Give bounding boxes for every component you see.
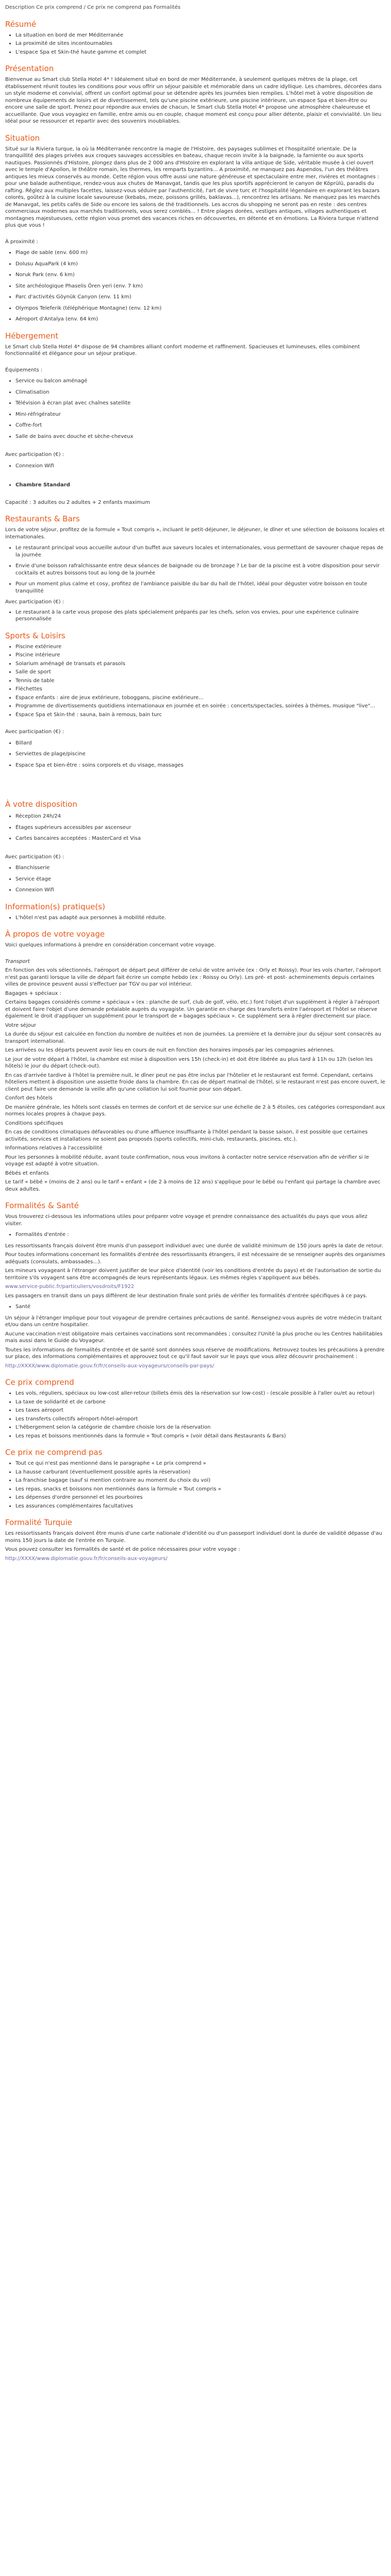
list-item: • Le restaurant principal vous accueille autour d'un buffet aux saveurs locales et internationales, vous permettant de savourer chaque repas de la journée xyxy=(15,545,386,558)
confort-title: Confort des hôtels xyxy=(5,1095,53,1101)
list-item: • Le restaurant à la carte vous propose des plats spécialement préparés par les chefs, selon vos envies, pour une expérience culinaire personnalisée xyxy=(15,609,386,623)
paid-intro: Avec participation (€) : xyxy=(5,599,64,605)
list-item: • La taxe de solidarité et de carbone xyxy=(15,1399,386,1406)
formalites-intro: Vous trouverez ci-dessous les informations utiles pour préparer votre voyage et prendre connaissance des actualités du pays que vous allez visiter. xyxy=(5,1214,368,1227)
section-title-hebergement: Hébergement xyxy=(5,331,59,341)
transport-text: En fonction des vols sélectionnés, l'aéroport de départ peut différer de celui de votre arrivée (ex : Orly et Roissy). Pour les vols charter, l'aéroport n'est pas garanti lorsque la ville de départ fait écrire un compte hebdo (ex : Roissy ou Orly). Les pré- et post- acheminements depuis certaines villes de province peuvent aussi s'effectuer par TGV ou par vol intérieur. xyxy=(5,968,381,987)
bebes-title: Bébés et enfants xyxy=(5,1170,49,1176)
list-item: • Les dépenses d'ordre personnel et les pourboires xyxy=(15,1494,386,1501)
sante-list xyxy=(5,1303,386,1311)
formalites-p2: Pour toutes informations concernant les formalités d'entrée des ressortissants étrangers, il est nécessaire de se renseigner auprès des organismes adéquats (consulats, ambassades...). xyxy=(5,1252,385,1265)
list-item: • Dolusu AquaPark (4 km) xyxy=(15,261,386,268)
list-item: • Télévision à écran plat avec chaînes satellite xyxy=(15,400,386,407)
list-item: • Connexion Wifi xyxy=(15,463,386,470)
section-title-formalites: Formalités & Santé xyxy=(5,1201,79,1210)
list-item: • Solarium aménagé de transats et parasols xyxy=(15,660,386,668)
equip-list xyxy=(5,378,386,440)
situation-text: Situé sur la Riviera turque, la où la Méditerranée rencontre la magie de l'Histoire, des paysages sublimes et l'hospitalité orientale. De la tranquillité des plages privées aux croques sauvages accessibles en bateau, chaque recoin invite à la baignade, la farniente ou aux sports nautiques. Passionnés d'Histoire, plongez dans plus de 2 000 ans d'Histoire en explorant la villa antique de Side, véritable musée à ciel ouvert avec le temple d'Apollon, le théâtre romain, les thermes, les remparts byzantins... A proximité, ne manquez pas Aspendos, l'un des théâtres antiques les mieux conservés au monde. Cette région vous offre aussi une nature généreuse et spectaculaire entre mer, rivières et montagnes : pour une balade authentique, rendez-vous aux chutes de Manavgat, tandis que les plus sportifs apprécieront le canyon de Köprülü, paradis du rafting. Rêglez aux multiples facettes, laissez-vous séduire par l'authenticité, l'art de vivre turc et l'hospitalité légendaire en explorant les bazars colorés, goûtez à la cuisine locale savoureuse (kebabs, meze, poissons grillés, baklavas...), rencontrez les artisans. Ne manquez pas les marchés de Manavgat, les petits cafés de Side ou encore les salons de thé traditionnels. Les accros du shopping ne seront pas en reste : des centres commerciaux modernes aux marchés traditionnels, vous serez comblés... ! Entre plages dorées, vestiges antiques, villages authentiques et montagnes majestueuses, cette région vous promet des vacances riches en découvertes, en détente et en émotions. La Riviera turque n'attend plus que vous ! xyxy=(5,146,380,228)
list-item: • Espace Spa et bien-être : soins corporels et du visage, massages xyxy=(15,762,386,769)
chambres-text: Le jour de votre départ à l'hôtel, la chambre est mise à disposition vers 15h (check-in) et doit être libérée au plus tard à 11h ou 12h (selon les hôtels) le jour du départ (check-out). xyxy=(5,1056,373,1069)
mobilite-text: Pour les personnes à mobilité réduite, avant toute confirmation, nous vous invitons à contacter notre service réservation afin de vérifier si le voyage est adapté à votre situation. xyxy=(5,1154,369,1167)
list-item: • La hausse carburant (éventuellement possible après la réservation) xyxy=(15,1469,386,1476)
conditions-title: Conditions spécifiques xyxy=(5,1120,63,1126)
formalites-list xyxy=(5,1231,386,1239)
section-title-restaurants: Restaurants & Bars xyxy=(5,514,80,523)
list-item: • Les vols, réguliers, spéciaux ou low-cost aller-retour (billets émis dès la réservation sur low-cost) - (escale possible à l'aller ou/et au retour) xyxy=(15,1390,386,1397)
list-item: • Réception 24h/24 xyxy=(15,813,386,820)
sante-link[interactable]: http://XXXX/www.diplomatie.gouv.fr/fr/conseils-aux-voyageurs/conseils-par-pays/ xyxy=(5,1363,214,1369)
section-title-presentation: Présentation xyxy=(5,64,54,73)
list-item: • L'hôtel n'est pas adapté aux personnes à mobilité réduite. xyxy=(15,914,386,922)
list-item: • Formalités d'entrée : xyxy=(15,1231,386,1239)
list-item: • Programme de divertissements quotidiens internationaux en journée et en soirée : concerts/spectacles, soirées à thèmes, musique "live"... xyxy=(15,703,386,710)
section-title-resume: Résumé xyxy=(5,19,37,29)
list-item: • Billard xyxy=(15,740,386,747)
list-item: • Les repas et boissons mentionnés dans la formule « Tout compris » (voir détail dans Restaurants & Bars) xyxy=(15,1433,386,1440)
hebergement-text: Le Smart club Stella Hotel 4* dispose de 94 chambres alliant confort moderne et raffinement. Spacieuses et lumineuses, elles combinent fonctionnalité et élégance pour un séjour pratique. xyxy=(5,344,360,357)
paid-list xyxy=(5,609,386,623)
section-title-ne-comprend: Ce prix ne comprend pas xyxy=(5,1448,103,1457)
paid-list xyxy=(5,463,386,470)
turquie-link[interactable]: http://XXXX/www.diplomatie.gouv.fr/fr/conseils-aux-voyageurs/ xyxy=(5,1555,168,1562)
bebes-text: Le tarif « bébé » (moins de 2 ans) ou le tarif « enfant » (de 2 à moins de 12 ans) s'applique pour le bébé ou l'enfant qui partage la chambre avec deux adultes. xyxy=(5,1179,381,1192)
restaurants-intro: Lors de votre séjour, profitez de la formule « Tout compris », incluant le petit-déjeuner, le déjeuner, le dîner et une sélection de boissons locales et internationales. xyxy=(5,527,385,540)
list-item: • L'espace Spa et Skin-thé haute gamme et complet xyxy=(15,49,386,56)
formalites-p1: Les ressortissants français doivent être munis d'un passeport individuel avec une durée de validité minimum de 150 jours après la date de retour. xyxy=(5,1243,383,1249)
list-item: • Les repas, snacks et boissons non mentionnés dans la formule « Tout compris » xyxy=(15,1486,386,1493)
formalites-p5: Les passagers en transit dans un pays différent de leur destination finale sont priés de vérifier les formalités d'entrée spécifiques à ce pays. xyxy=(5,1293,368,1299)
paid-intro: Avec participation (€) : xyxy=(5,854,64,860)
confort-text: De manière générale, les hôtels sont classés en termes de confort et de service sur une échelle de 2 à 5 étoiles, ces catégories correspondant aux normes locales propres à chaque pays. xyxy=(5,1104,385,1117)
sante-s3: Toutes les informations de formalités d'entrée et de santé sont données sous réserve de modifications. Retrouvez toutes les précautions à prendre sur place, des informations complémentaires et approuvez tout ce qu'il faut savoir sur le pays que vous allez découvrir prochainement : xyxy=(5,1347,385,1360)
section-title-sports: Sports & Loisirs xyxy=(5,631,66,640)
ne-comprend-list xyxy=(5,1460,386,1510)
equip-intro: Équipements : xyxy=(5,367,43,373)
list-item: • Salle de sport xyxy=(15,669,386,676)
list-item: • Coffre-fort xyxy=(15,422,386,429)
resume-list xyxy=(5,32,386,56)
sante-s2: Aucune vaccination n'est obligatoire mais certaines vaccinations sont recommandées ; consultez l'Unité la plus proche ou les Centres habilitables mais aussi dans le Guide du Voyageur. xyxy=(5,1331,383,1344)
list-item: • Service ou balcon aménagé xyxy=(15,378,386,385)
list-item: • Fléchettes xyxy=(15,686,386,693)
nearby-list xyxy=(5,249,386,323)
arrivee-text: Les arrivées ou les départs peuvent avoir lieu en cours de nuit en fonction des horaires imposés par les compagnies aériennes. xyxy=(5,1047,335,1053)
list-item: • L'hébergement selon la catégorie de chambre choisie lors de la réservation xyxy=(15,1424,386,1431)
list-item: • La proximité de sites incontournables xyxy=(15,40,386,47)
list-item: • Espace Spa et Skin-thé : sauna, bain à remous, bain turc xyxy=(15,711,386,719)
list-item: • Les transferts collectifs aéroport-hôtel-aéroport xyxy=(15,1416,386,1423)
paid-list xyxy=(5,740,386,769)
list-item: • Blanchisserie xyxy=(15,865,386,872)
list-item: • Santé xyxy=(15,1303,386,1311)
sejour-text: La durée du séjour est calculée en fonction du nombre de nuitées et non de journées. La première et la dernière jour du séjour sont consacrés au transport international. xyxy=(5,1031,381,1044)
list-item: • La situation en bord de mer Méditerranée xyxy=(15,32,386,39)
section-title-service: À votre disposition xyxy=(5,800,77,809)
section-title-apropos: À propos de votre voyage xyxy=(5,929,105,939)
list-item: • Les taxes aéroport xyxy=(15,1407,386,1414)
turquie-p1: Les ressortissants français doivent être munis d'une carte nationale d'identité ou d'un passeport individuel dont la durée de validité dépasse d'au moins 150 jours la date de l'entrée en Turquie. xyxy=(5,1531,382,1544)
list-item: • Site archéologique Phaselis Ören yeri (env. 7 km) xyxy=(15,283,386,290)
list-item: • La franchise bagage (sauf si mention contraire au moment du choix du vol) xyxy=(15,1477,386,1484)
list-item: • Tout ce qui n'est pas mentionné dans le paragraphe « Le prix comprend » xyxy=(15,1460,386,1467)
list-item: • Salle de bains avec douche et sèche-cheveux xyxy=(15,433,386,440)
sante-s1: Un séjour à l'étranger implique pour tout voyageur de prendre certaines précautions de santé. Renseignez-vous auprès de votre médecin traitant et/ou dans un centre hospitalier. xyxy=(5,1315,382,1328)
section-title-situation: Situation xyxy=(5,133,40,143)
info-list xyxy=(5,914,386,922)
turquie-p2: Vous pouvez consulter les formalités de santé et de police nécessaires pour votre voyage : xyxy=(5,1547,240,1552)
list-item: • Cartes bancaires acceptées : MasterCard et Visa xyxy=(15,835,386,842)
presentation-text: Bienvenue au Smart club Stella Hotel 4* ! Idéalement situé en bord de mer Méditerranée, à seulement quelques mètres de la plage, cet établissement réunit toutes les conditions pour vous offrir un séjour paisible et mémorable dans un cadre idyllique. Les chambres, décorées dans un style moderne et convivial, offrent un confort optimal pour se détendre après les journées bien remplies. L'hôtel met à votre disposition de nombreux équipements de loisirs et de divertissement, tels qu'une piscine extérieure, une piscine intérieure, un espace Spa et bien-être ou encore une salle de sport. Prenez pour répondre aux envies de chacun, le Smart club Stella Hotel 4* propose une atmosphère chaleureuse et accueillante. Que vous voyagiez en famille, entre amis ou en couple, chaque moment est conçu pour allier détente, plaisir et convivialité. Un lieu idéal pour se ressourcer et repartir avec des souvenirs inoubliables. xyxy=(5,77,382,124)
sports-list xyxy=(5,643,386,719)
section-title-turquie: Formalité Turquie xyxy=(5,1518,72,1527)
restaurants-list xyxy=(5,545,386,595)
list-item: • Plage de sable (env. 600 m) xyxy=(15,249,386,257)
list-item: • Étages supérieurs accessibles par ascenseur xyxy=(15,824,386,832)
list-item: • Olympos Teleferik (téléphérique Montagne) (env. 12 km) xyxy=(15,305,386,312)
list-item: • Mini-réfrigérateur xyxy=(15,411,386,418)
apropos-text: Voici quelques informations à prendre en considération concernant votre voyage. xyxy=(5,942,216,948)
list-item: • Climatisation xyxy=(15,389,386,396)
list-item: • Service étage xyxy=(15,876,386,883)
room-capacity: Capacité : 3 adultes ou 2 adultes + 2 enfants maximum xyxy=(5,499,150,505)
list-item: • Espace enfants : aire de jeux extérieure, toboggans, piscine extérieure... xyxy=(15,694,386,702)
bagages-title: Bagages + spéciaux : xyxy=(5,990,61,996)
list-item: • Aéroport d'Antalya (env. 64 km) xyxy=(15,316,386,323)
list-item: • Envie d'une boisson rafraîchissante entre deux séances de baignade ou de bronzage ? Le bar de la piscine est à votre disposition pour servir cocktails et autres boissons tout au long de la journée xyxy=(15,563,386,577)
list-item: • Les assurances complémentaires facultatives xyxy=(15,1503,386,1510)
room-type-list xyxy=(5,482,386,489)
sejour-title: Votre séjour xyxy=(5,1022,37,1028)
service-list xyxy=(5,813,386,842)
nearby-intro: À proximité : xyxy=(5,239,38,245)
list-item: • Serviettes de plage/piscine xyxy=(15,751,386,758)
paid-list xyxy=(5,865,386,894)
tabs-header: Description Ce prix comprend / Ce prix ne comprend pas Formalités xyxy=(5,5,181,10)
list-item: • Piscine extérieure xyxy=(15,643,386,651)
conditions-text: En cas de conditions climatiques défavorables ou d'une affluence insuffisante à l'hôtel pendant la basse saison, il est possible que certaines activités, services et installations ne soient pas proposés (sports collectifs, mini-club, restaurants, piscines, etc.). xyxy=(5,1129,368,1142)
section-title-info: Information(s) pratique(s) xyxy=(5,902,105,911)
list-item: • Noruk Park (env. 6 km) xyxy=(15,272,386,279)
bagages-text: Certains bagages considérés comme « spéciaux » (ex : planche de surf, club de golf, vélo, etc.) font l'objet d'un supplément à régler à l'aéroport et doivent faire l'objet d'une demande préalable auprès du voyagiste. Un garantie en charge des transferts entre l'aéroport et l'hôtel se réserve également le droit d'appliquer un supplément pour le transport de « bagages spéciaux ». Ce supplément sera à régler directement sur place. xyxy=(5,999,380,1019)
formalites-link[interactable]: www.service-public.fr/particuliers/vosdroits/F1922 xyxy=(5,1284,135,1290)
room-type: • Chambre Standard xyxy=(15,482,386,489)
list-item: • Pour un moment plus calme et cosy, profitez de l'ambiance paisible du bar du hall de l'hôtel, idéal pour déguster votre boisson en toute tranquillité xyxy=(15,581,386,595)
section-title-comprend: Ce prix comprend xyxy=(5,1378,74,1387)
comprend-list xyxy=(5,1390,386,1439)
list-item: • Tennis de table xyxy=(15,677,386,685)
list-item: • Piscine intérieure xyxy=(15,652,386,659)
paid-intro: Avec participation (€) : xyxy=(5,452,64,457)
paid-intro: Avec participation (€) : xyxy=(5,729,64,735)
arrivee-tardive-text: En cas d'arrivée tardive à l'hôtel la première nuit, le dîner peut ne pas être inclus par l'hôtelier et le restaurant est fermé. Cependant, certains hôteliers mettent à disposition une assiette froide dans la chambre. En cas de départ matinal de l'hôtel, si le restaurant n'est pas encore ouvert, le client peut faire une demande la veille afin qu'une collation lui soit fournie pour son départ. xyxy=(5,1072,385,1092)
list-item: • Parc d'activités Göynük Canyon (env. 11 km) xyxy=(15,294,386,301)
mobilite-title: Informations relatives à l'accessibilité xyxy=(5,1145,103,1151)
formalites-p3: Les mineurs voyageant à l'étranger doivent justifier de leur pièce d'identité (voir les conditions d'entrée du pays) et de l'autorisation de sortie du territoire s'ils voyagent sans être accompagnés de leurs représentants légaux. Les mêmes règles s'appliquent aux bébés. xyxy=(5,1268,381,1281)
list-item: • Connexion Wifi xyxy=(15,887,386,894)
transport-title: Transport xyxy=(5,958,30,964)
